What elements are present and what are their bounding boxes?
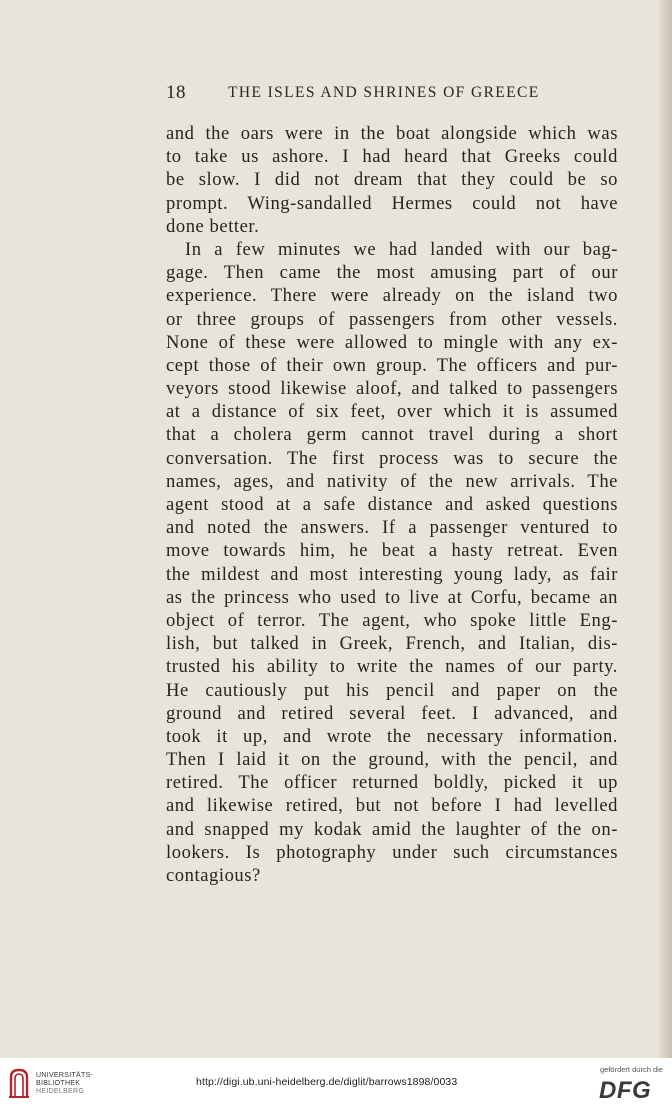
text-line: done better.: [166, 215, 260, 237]
text-line: conversation. The first process was to secure the: [166, 447, 618, 469]
permalink-url[interactable]: http://digi.ub.uni-heidelberg.de/diglit/barrows1898/0033: [196, 1076, 458, 1088]
library-name: [36, 1072, 93, 1096]
text-line: the mildest and most interesting young lady, as fair: [166, 563, 618, 585]
text-line: experience. There were already on the island two: [166, 285, 618, 307]
text-line: names, ages, and nativity of the new arrivals. The: [166, 470, 618, 492]
text-line: lish, but talked in Greek, French, and Italian, dis-: [166, 633, 618, 655]
text-line: be slow. I did not dream that they could be so: [166, 169, 618, 191]
text-line: None of these were allowed to mingle with any ex-: [166, 331, 618, 353]
text-line: He cautiously put his pencil and paper on the: [166, 679, 618, 701]
funding-label: gefördert durch die: [600, 1065, 663, 1074]
text-line: and likewise retired, but not before I had levelled: [166, 795, 618, 817]
text-line: cept those of their own group. The officers and pur-: [166, 354, 618, 376]
text-line: at a distance of six feet, over which it is assumed: [166, 401, 618, 423]
text-line: Then I laid it on the ground, with the pencil, and: [166, 749, 618, 771]
text-line: veyors stood likewise aloof, and talked to passengers: [166, 378, 618, 400]
text-line: and the oars were in the boat alongside which was: [166, 123, 618, 144]
library-logo-icon: [8, 1067, 30, 1099]
text-line: contagious?: [166, 865, 261, 886]
page-number: 18: [166, 82, 186, 103]
page-edge-shadow: [658, 0, 672, 1058]
text-line: to take us ashore. I had heard that Greeks could: [166, 146, 618, 168]
text-line: In a few minutes we had landed with our bag-: [185, 238, 618, 260]
text-line: trusted his ability to write the names of our party.: [166, 656, 618, 678]
dfg-logo: DFG: [599, 1077, 652, 1104]
text-line: or three groups of passengers from other vessels.: [166, 308, 618, 330]
text-line: gage. Then came the most amusing part of our: [166, 262, 618, 284]
footer-bar: [0, 1058, 672, 1108]
text-line: retired. The officer returned boldly, picked it up: [166, 772, 618, 794]
text-line: prompt. Wing-sandalled Hermes could not have: [166, 192, 618, 214]
library-name-line: BIBLIOTHEK: [36, 1080, 81, 1087]
library-name-line: UNIVERSITÄTS-: [36, 1072, 94, 1079]
text-line: agent stood at a safe distance and asked questions: [166, 494, 618, 515]
running-title: THE ISLES AND SHRINES OF GREECE: [228, 84, 540, 101]
text-line: took it up, and wrote the necessary information.: [166, 725, 618, 747]
text-line: and noted the answers. If a passenger ventured to: [166, 517, 618, 539]
text-line: ground and retired several feet. I advanced, and: [166, 702, 618, 724]
text-line: as the princess who used to live at Corfu, became an: [166, 586, 618, 608]
text-line: object of terror. The agent, who spoke little Eng-: [166, 609, 618, 631]
page-header: [166, 82, 618, 108]
text-line: that a cholera germ cannot travel during a short: [166, 424, 618, 446]
text-line: lookers. Is photography under such circumstances: [166, 841, 618, 863]
text-line: and snapped my kodak amid the laughter of the on-: [166, 818, 618, 840]
text-line: move towards him, he beat a hasty retreat. Even: [166, 540, 618, 562]
body-text: [166, 122, 618, 887]
library-name-line: HEIDELBERG: [36, 1088, 85, 1095]
